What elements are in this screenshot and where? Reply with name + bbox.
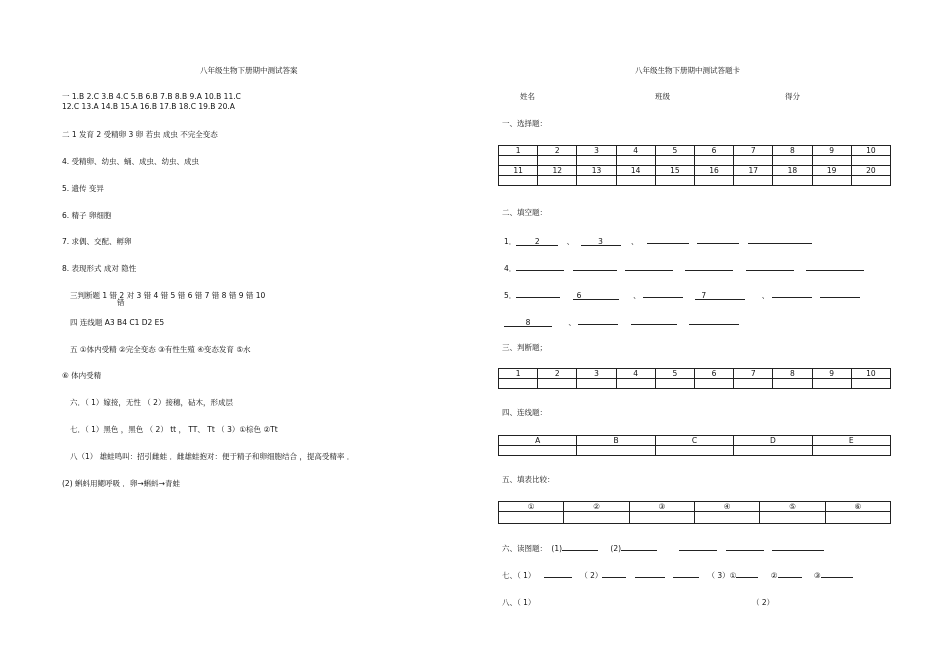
fill-5-sep: 、: [633, 291, 641, 300]
answer-pic: 六．（ 1）嫁接，无性 （ 2）接穗，砧木，形成层: [70, 398, 233, 407]
judge-cell: 8: [773, 369, 812, 379]
choice-cell: 15: [655, 166, 694, 176]
name-label: 姓名: [520, 92, 535, 101]
answer-judge-line2: 错: [117, 298, 125, 307]
answer-choice-line2: 12.C 13.A 14.B 15.A 16.B 17.B 18.C 19.B 20.A: [62, 102, 235, 111]
choice-table: [498, 145, 891, 186]
connect-cell: E: [812, 436, 890, 446]
genetics-blank-1[interactable]: [544, 569, 572, 578]
answer-q8-1: 八（1） 雄蛙鸣叫：招引雌蛙 ．雌雄蛙抱对：便于精子和卵细胞结合 ，提高受精率 ．: [70, 452, 355, 461]
fill-1-blank-b[interactable]: [581, 237, 621, 246]
connect-cell: C: [655, 436, 733, 446]
choice-cell: 11: [499, 166, 538, 176]
choice-cell: 3: [577, 146, 616, 156]
choice-cell: 6: [694, 146, 733, 156]
judge-cell: 4: [616, 369, 655, 379]
connect-cell: D: [734, 436, 812, 446]
compare-cell: ①: [499, 502, 564, 512]
choice-cell: 12: [538, 166, 577, 176]
section-compare-label: 五、填表比较：: [502, 475, 555, 484]
answer-fill-1: 二 1 发育 2 受精卵 3 卵 若虫 成虫 不完全变态: [62, 130, 218, 139]
fill-5-blank-b[interactable]: [573, 291, 619, 300]
compare-cell: ⑥: [825, 502, 890, 512]
genetics-p2: （ 2）: [580, 571, 603, 580]
compare-cell: ④: [694, 502, 759, 512]
fill-5-blank-f[interactable]: [820, 289, 860, 298]
genetics-blank-7[interactable]: [821, 569, 853, 578]
judge-cell: 3: [577, 369, 616, 379]
answer-fill-4: 4. 受精卵、幼虫、蛹、成虫、幼虫、成虫: [62, 157, 200, 166]
choice-cell: 17: [734, 166, 773, 176]
genetics-blank-6[interactable]: [778, 569, 802, 578]
answer-fill-8: 8. 表现形式 成对 隐性: [62, 264, 137, 273]
picture-blank-2[interactable]: [621, 542, 657, 551]
genetics-blank-5[interactable]: [736, 569, 758, 578]
section-frog-label: 八、（ 1）: [502, 598, 536, 607]
choice-cell: 8: [773, 146, 812, 156]
answer-table-fill: 五 ①体内受精 ②完全变态 ③有性生殖 ④变态发育 ⑤水: [70, 345, 251, 354]
choice-cell: 20: [851, 166, 890, 176]
compare-cell: ⑤: [760, 502, 825, 512]
score-label: 得分: [785, 92, 800, 101]
section-genetics-row: [502, 569, 853, 581]
judge-table: [498, 368, 891, 389]
section-connect-label: 四、连线题：: [502, 408, 547, 417]
fill-1-blank-c[interactable]: [647, 235, 689, 244]
fill-5-blank-c[interactable]: [643, 289, 683, 298]
choice-cell: 14: [616, 166, 655, 176]
choice-cell: 1: [499, 146, 538, 156]
answer-table-fill-6: ⑥ 体内受精: [62, 371, 102, 380]
compare-table: [498, 501, 891, 524]
choice-cell: 9: [812, 146, 851, 156]
fill-4-blank-b[interactable]: [573, 262, 617, 271]
fill-4-blank-e[interactable]: [746, 262, 794, 271]
genetics-blank-3[interactable]: [635, 569, 665, 578]
fill-8-blank-b[interactable]: [578, 316, 618, 325]
answer-fill-6: 6. 精子 卵细胞: [62, 211, 112, 220]
choice-cell: 13: [577, 166, 616, 176]
picture-blank-5[interactable]: [772, 542, 824, 551]
choice-cell: 7: [734, 146, 773, 156]
picture-blank-4[interactable]: [726, 542, 764, 551]
fill-5-blank-a[interactable]: [516, 289, 560, 298]
choice-cell: 18: [773, 166, 812, 176]
judge-cell: 1: [499, 369, 538, 379]
answer-q7: 七．（ 1）黑色 ，黑色 （ 2） tt ， TT、 Tt （ 3）①棕色 ②Tt: [70, 425, 278, 434]
choice-cell: 5: [655, 146, 694, 156]
answer-connect: 四 连线题 A3 B4 C1 D2 E5: [70, 318, 165, 327]
fill-5-b: 7: [701, 291, 707, 300]
fill-4-blank-c[interactable]: [625, 262, 673, 271]
genetics-p3: （ 3）①: [707, 571, 737, 580]
fill-1-b: 3: [598, 237, 603, 246]
genetics-blank-4[interactable]: [673, 569, 699, 578]
answer-title: 八年级生物下册期中测试答案: [200, 66, 298, 75]
choice-cell: 16: [694, 166, 733, 176]
choice-cell: 2: [538, 146, 577, 156]
genetics-blank-2[interactable]: [602, 569, 626, 578]
answer-choice-line1: 一 1.B 2.C 3.B 4.C 5.B 6.B 7.B 8.B 9.A 10.B 11.C: [62, 92, 241, 101]
choice-cell: 4: [616, 146, 655, 156]
choice-cell: 10: [851, 146, 890, 156]
compare-cell: ②: [564, 502, 629, 512]
choice-cell: 19: [812, 166, 851, 176]
answer-fill-5: 5. 遗传 变异: [62, 184, 104, 193]
fill-4-blank-f[interactable]: [806, 262, 864, 271]
connect-table: [498, 435, 891, 456]
fill-1-sep2: 、: [630, 237, 639, 246]
fill-1-sep: 、: [566, 237, 575, 246]
judge-cell: 10: [851, 369, 890, 379]
fill-5-blank-d[interactable]: [695, 291, 745, 300]
section-genetics-label: 七、（ 1）: [502, 571, 536, 580]
connect-cell: B: [577, 436, 655, 446]
section-picture-label: 六、读图题：: [502, 544, 547, 553]
fill-8-blank-c[interactable]: [631, 316, 677, 325]
fill-4-blank-d[interactable]: [685, 262, 733, 271]
picture-p2: (2): [610, 544, 622, 553]
picture-blank-1[interactable]: [562, 542, 598, 551]
compare-cell: ③: [629, 502, 694, 512]
judge-cell: 6: [694, 369, 733, 379]
section-frog-p2: （ 2）: [752, 598, 775, 607]
card-title: 八年级生物下册期中测试答题卡: [635, 66, 740, 75]
fill-row-8: [504, 316, 739, 328]
fill-8-sep: 、: [568, 318, 576, 327]
genetics-p3b: ②: [770, 571, 778, 580]
section-judge-label: 三、判断题；: [502, 343, 547, 352]
picture-p1: (1): [551, 544, 563, 553]
judge-cell: 2: [538, 369, 577, 379]
fill-row-5: [504, 289, 860, 301]
fill-8-blank-a[interactable]: [504, 318, 552, 327]
fill-5-a: 6: [576, 291, 582, 300]
fill-1-a: 2: [534, 237, 540, 246]
answer-q8-2: (2) 蝌蚪用鳃呼吸 ．卵→蝌蚪→青蛙: [62, 479, 180, 488]
section-fill-label: 二、填空题：: [502, 208, 547, 217]
fill-1-blank-d[interactable]: [697, 235, 739, 244]
section-choice-label: 一、选择题：: [502, 119, 547, 128]
judge-cell: 5: [655, 369, 694, 379]
fill-5-blank-e[interactable]: [772, 289, 812, 298]
judge-cell: 7: [734, 369, 773, 379]
fill-1-blank-e[interactable]: [748, 235, 812, 244]
class-label: 班级: [655, 92, 670, 101]
fill-4-blank-a[interactable]: [516, 262, 564, 271]
answer-judge-line1: 三判断题 1 错 2 对 3 错 4 错 5 错 6 错 7 错 8 错 9 错 10: [70, 291, 266, 300]
fill-1-blank-a[interactable]: [516, 237, 558, 246]
judge-cell: 9: [812, 369, 851, 379]
genetics-p3c: ③: [813, 571, 821, 580]
fill-row-4: [504, 262, 864, 274]
fill-4-num: 4．: [504, 264, 517, 273]
connect-cell: A: [499, 436, 577, 446]
section-picture-row: [502, 542, 824, 554]
fill-8: 8: [525, 318, 531, 327]
fill-5-num: 5．: [504, 291, 517, 300]
fill-row-1: [504, 235, 812, 247]
fill-8-blank-d[interactable]: [689, 316, 739, 325]
fill-1-num: 1．: [504, 237, 517, 246]
answer-fill-7: 7. 求偶、交配、孵卵: [62, 237, 132, 246]
fill-5-sep2: 、: [761, 291, 770, 300]
picture-blank-3[interactable]: [679, 542, 717, 551]
